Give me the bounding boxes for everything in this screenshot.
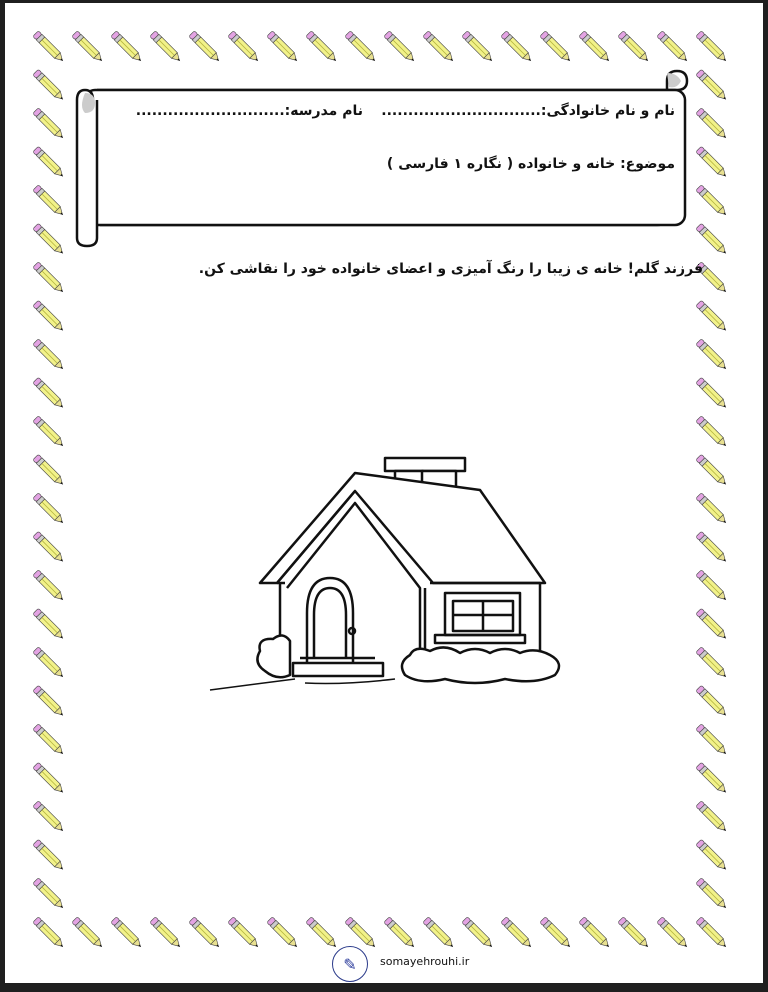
website-link[interactable]: somayehrouhi.ir [380, 955, 470, 968]
bush-left [257, 635, 290, 677]
worksheet-page [5, 3, 763, 983]
house-drawing [5, 3, 763, 983]
subject-title: موضوع: خانه و خانواده ( نگاره ۱ فارسی ) [386, 156, 675, 172]
publisher-logo-icon: ✎ [332, 946, 368, 982]
student-name-field[interactable]: نام و نام خانوادگی:.............................. [381, 103, 675, 119]
school-name-field[interactable]: نام مدرسه:............................ [135, 103, 363, 119]
bush-right [402, 647, 559, 683]
instruction-text: فرزند گلم! خانه ی زیبا را رنگ آمیزی و اعضای خانواده خود را نقاشی کن. [198, 261, 703, 277]
door [307, 578, 353, 663]
window [435, 593, 525, 643]
ground-line [210, 679, 395, 690]
